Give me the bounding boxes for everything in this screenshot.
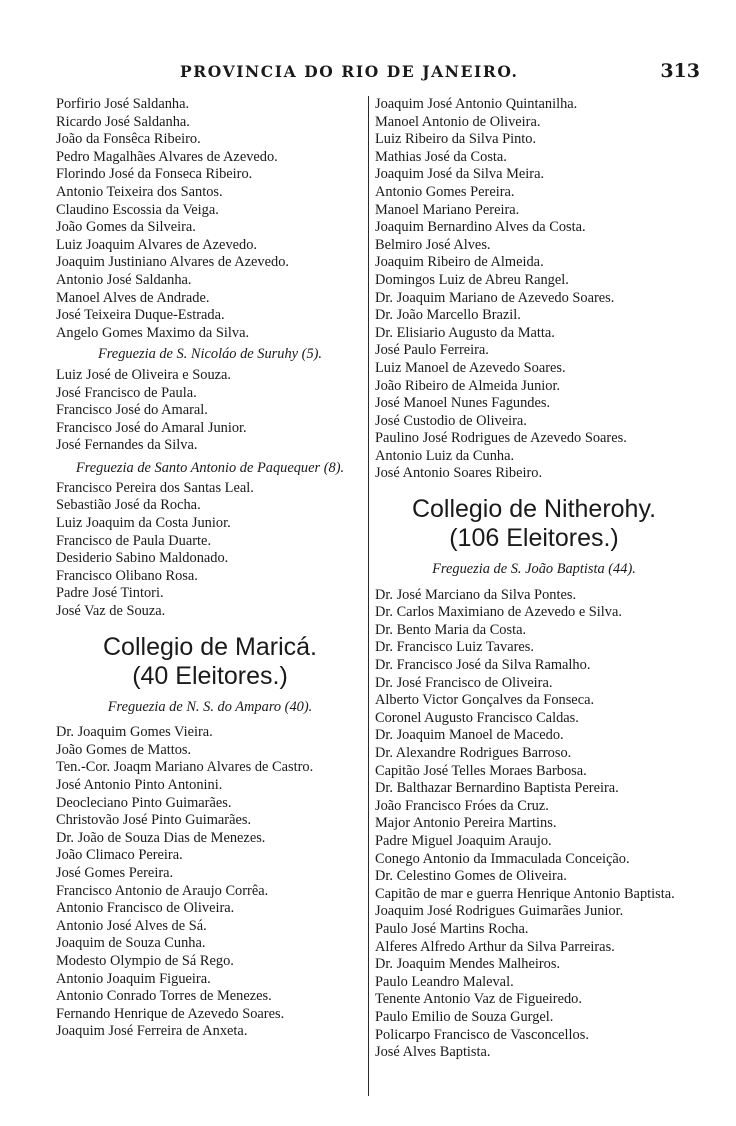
elector-entry: Francisco Olibano Rosa.: [56, 567, 198, 584]
elector-entry: Joaquim José Ferreira de Anxeta.: [56, 1023, 248, 1040]
elector-entry: Sebastião José da Rocha.: [56, 497, 201, 514]
elector-entry: Belmiro José Alves.: [375, 236, 491, 253]
elector-entry: Ricardo José Saldanha.: [56, 113, 190, 130]
college-heading: [56, 633, 364, 691]
college-title: Collegio de Maricá.: [103, 632, 317, 661]
elector-entry: Antonio José Saldanha.: [56, 271, 192, 288]
elector-entry: Claudino Escossia da Veiga.: [56, 201, 219, 218]
elector-entry: Luiz Joaquim da Costa Junior.: [56, 515, 231, 532]
elector-entry: Antonio Conrado Torres de Menezes.: [56, 988, 272, 1005]
left-column: [56, 96, 364, 1106]
college-elector-count: (40 Eleitores.): [132, 661, 288, 690]
column-divider: [368, 96, 369, 1096]
elector-entry: Dr. Balthazar Bernardino Baptista Pereira.: [375, 780, 619, 797]
elector-entry: Paulo José Martins Rocha.: [375, 920, 529, 937]
elector-entry: João Ribeiro de Almeida Junior.: [375, 377, 561, 394]
elector-entry: Manoel Antonio de Oliveira.: [375, 113, 541, 130]
elector-entry: Dr. Celestino Gomes de Oliveira.: [375, 868, 567, 885]
elector-entry: Fernando Henrique de Azevedo Soares.: [56, 1005, 285, 1022]
elector-entry: Deocleciano Pinto Guimarães.: [56, 794, 232, 811]
elector-entry: Francisco José do Amaral Junior.: [56, 419, 247, 436]
elector-entry: Antonio José Alves de Sá.: [56, 917, 207, 934]
elector-entry: Luiz Manoel de Azevedo Soares.: [375, 359, 566, 376]
elector-entry: Major Antonio Pereira Martins.: [375, 815, 557, 832]
page-number: 313: [660, 60, 700, 82]
elector-entry: Joaquim José Antonio Quintanilha.: [375, 96, 578, 112]
elector-entry: João da Fonsêca Ribeiro.: [56, 131, 201, 148]
elector-entry: Policarpo Francisco de Vasconcellos.: [375, 1026, 589, 1043]
elector-entry: Joaquim de Souza Cunha.: [56, 935, 206, 952]
elector-entry: Manoel Alves de Andrade.: [56, 289, 210, 306]
elector-entry: Antonio Luiz da Cunha.: [375, 447, 515, 464]
elector-entry: Antonio Joaquim Figueira.: [56, 970, 211, 987]
college-heading: [375, 495, 693, 553]
elector-entry: Joaquim Bernardino Alves da Costa.: [375, 219, 586, 236]
elector-entry: Luiz José de Oliveira e Souza.: [56, 366, 232, 383]
elector-entry: Dr. Bento Maria da Costa.: [375, 621, 527, 638]
elector-entry: Francisco José do Amaral.: [56, 402, 208, 419]
elector-entry: Dr. José Marciano da Silva Pontes.: [375, 586, 577, 603]
elector-entry: João Francisco Fróes da Cruz.: [375, 797, 549, 814]
elector-entry: Dr. João de Souza Dias de Menezes.: [56, 829, 266, 846]
running-head: PROVINCIA DO RIO DE JANEIRO.: [180, 62, 519, 81]
elector-entry: Capitão José Telles Moraes Barbosa.: [375, 762, 587, 779]
elector-entry: Christovão José Pinto Guimarães.: [56, 812, 252, 829]
elector-entry: José Antonio Pinto Antonini.: [56, 777, 223, 793]
elector-entry: Dr. Francisco Luiz Tavares.: [375, 639, 534, 656]
elector-list: [375, 96, 693, 483]
elector-entry: Joaquim José da Silva Meira.: [375, 166, 545, 183]
elector-entry: Dr. Alexandre Rodrigues Barroso.: [375, 745, 572, 761]
elector-entry: Alferes Alfredo Arthur da Silva Parreiras.: [375, 938, 615, 955]
elector-entry: Florindo José da Fonseca Ribeiro.: [56, 166, 253, 183]
elector-entry: Tenente Antonio Vaz de Figueiredo.: [375, 991, 582, 1008]
elector-entry: Dr. Carlos Maximiano de Azevedo e Silva.: [375, 604, 622, 621]
college-elector-count: (106 Eleitores.): [449, 524, 619, 553]
elector-entry: Francisco de Paula Duarte.: [56, 532, 212, 549]
elector-entry: Angelo Gomes Maximo da Silva.: [56, 324, 250, 341]
elector-entry: Dr. Elisiario Augusto da Matta.: [375, 324, 555, 341]
elector-entry: Paulo Leandro Maleval.: [375, 973, 514, 990]
elector-entry: Dr. José Francisco de Oliveira.: [375, 674, 553, 691]
elector-list: [56, 480, 364, 621]
college-title: Collegio de Nitherohy.: [411, 495, 657, 524]
elector-entry: Dr. Francisco José da Silva Ramalho.: [375, 657, 591, 674]
parish-heading: Freguezia de S. Nicoláo de Suruhy (5).: [97, 346, 323, 363]
parish-heading: Freguezia de N. S. do Amparo (40).: [107, 698, 313, 715]
elector-entry: Pedro Magalhães Alvares de Azevedo.: [56, 148, 278, 165]
elector-entry: Alberto Victor Gonçalves da Fonseca.: [375, 692, 595, 709]
elector-entry: Dr. Joaquim Manoel de Macedo.: [375, 727, 564, 744]
elector-entry: José Francisco de Paula.: [56, 384, 197, 401]
elector-entry: João Gomes de Mattos.: [56, 741, 192, 758]
elector-entry: Joaquim Ribeiro de Almeida.: [375, 254, 544, 271]
elector-entry: Ten.-Cor. Joaqm Mariano Alvares de Castro.: [56, 759, 314, 776]
elector-list: [56, 367, 364, 455]
elector-entry: Modesto Olympio de Sá Rego.: [56, 952, 234, 969]
elector-entry: Domingos Luiz de Abreu Rangel.: [375, 271, 569, 288]
elector-entry: José Vaz de Souza.: [56, 603, 166, 620]
elector-entry: José Antonio Soares Ribeiro.: [375, 465, 543, 482]
elector-entry: Francisco Pereira dos Santas Leal.: [56, 479, 254, 496]
elector-entry: Capitão de mar e guerra Henrique Antonio Baptista.: [375, 885, 675, 902]
elector-entry: Mathias José da Costa.: [375, 148, 507, 165]
elector-entry: Desiderio Sabino Maldonado.: [56, 550, 229, 567]
elector-entry: Dr. Joaquim Mendes Malheiros.: [375, 956, 561, 973]
elector-entry: Conego Antonio da Immaculada Conceição.: [375, 850, 630, 867]
elector-entry: José Gomes Pereira.: [56, 864, 174, 881]
elector-entry: João Climaco Pereira.: [56, 847, 183, 864]
elector-list: [56, 724, 364, 1041]
elector-entry: José Teixeira Duque-Estrada.: [56, 307, 225, 324]
elector-entry: Padre José Tintori.: [56, 585, 164, 602]
parish-heading: Freguezia de Santo Antonio de Paquequer (8).: [75, 459, 345, 476]
elector-entry: Dr. Joaquim Mariano de Azevedo Soares.: [375, 289, 615, 306]
elector-entry: Luiz Joaquim Alvares de Azevedo.: [56, 236, 258, 253]
elector-entry: Joaquim Justiniano Alvares de Azevedo.: [56, 254, 290, 271]
elector-entry: Dr. João Marcello Brazil.: [375, 307, 521, 324]
elector-entry: João Gomes da Silveira.: [56, 219, 196, 236]
page-header: [40, 62, 700, 92]
elector-list: [56, 96, 364, 342]
elector-entry: Antonio Teixeira dos Santos.: [56, 183, 223, 200]
elector-entry: Antonio Francisco de Oliveira.: [56, 900, 235, 917]
elector-entry: Porfirio José Saldanha.: [56, 96, 190, 112]
elector-entry: José Fernandes da Silva.: [56, 437, 198, 454]
elector-entry: Luiz Ribeiro da Silva Pinto.: [375, 131, 537, 148]
elector-entry: Paulo Emilio de Souza Gurgel.: [375, 1008, 554, 1025]
elector-entry: Paulino José Rodrigues de Azevedo Soares.: [375, 430, 627, 447]
elector-entry: Antonio Gomes Pereira.: [375, 183, 515, 200]
elector-entry: José Manoel Nunes Fagundes.: [375, 395, 551, 412]
elector-entry: Padre Miguel Joaquim Araujo.: [375, 832, 552, 849]
elector-list: [375, 587, 693, 1062]
elector-entry: Dr. Joaquim Gomes Vieira.: [56, 724, 213, 741]
elector-entry: Francisco Antonio de Araujo Corrêa.: [56, 882, 269, 899]
elector-entry: José Paulo Ferreira.: [375, 342, 489, 359]
right-column: [375, 96, 693, 1106]
parish-heading: Freguezia de S. João Baptista (44).: [432, 561, 636, 578]
elector-entry: Joaquim José Rodrigues Guimarães Junior.: [375, 903, 624, 920]
elector-entry: José Custodio de Oliveira.: [375, 412, 527, 429]
elector-entry: José Alves Baptista.: [375, 1044, 491, 1061]
elector-entry: Manoel Mariano Pereira.: [375, 201, 520, 218]
elector-entry: Coronel Augusto Francisco Caldas.: [375, 709, 579, 726]
